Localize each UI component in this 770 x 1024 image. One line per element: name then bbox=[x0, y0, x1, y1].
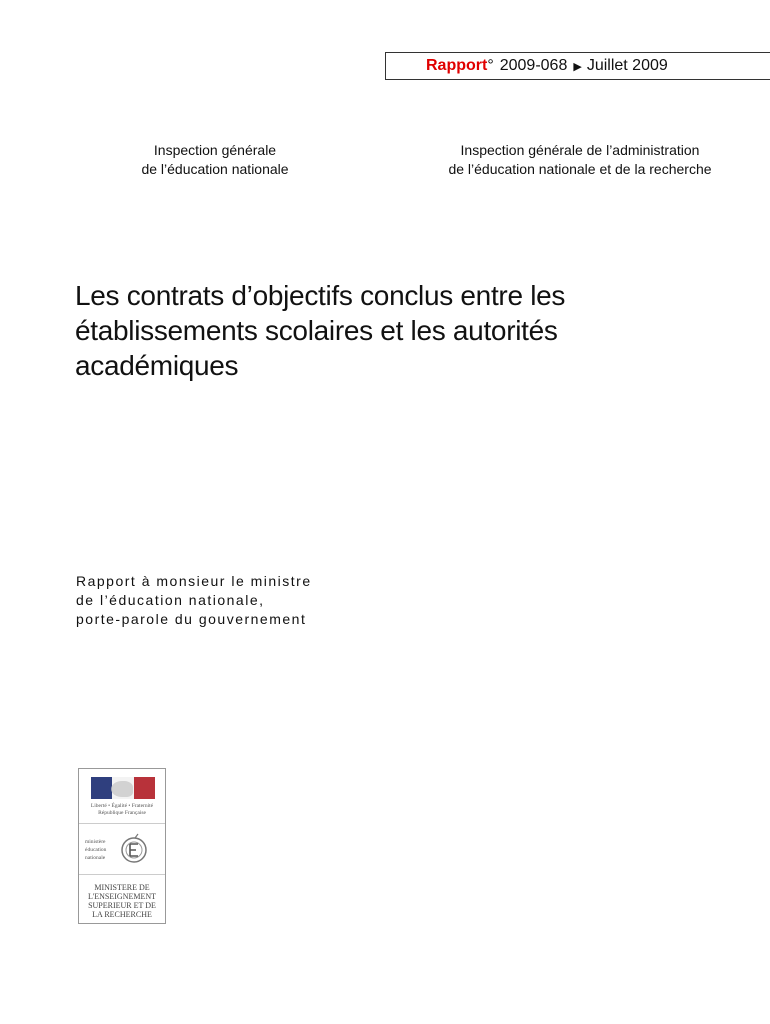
men-logo-text bbox=[85, 838, 106, 862]
report-label: Rapport bbox=[426, 57, 488, 74]
title-line-1: Les contrats d’objectifs conclus entre les bbox=[75, 280, 566, 311]
title-line-2: établissements scolaires et les autorités bbox=[75, 315, 558, 346]
title-line-3: académiques bbox=[75, 350, 239, 381]
rf-motto bbox=[83, 803, 161, 817]
org-igaenr bbox=[420, 141, 740, 179]
report-date: Juillet 2009 bbox=[586, 57, 668, 74]
education-nationale-logo bbox=[79, 824, 165, 875]
addressee-line-1: Rapport à monsieur le ministre bbox=[76, 573, 312, 589]
men-text-line-1: ministère bbox=[85, 839, 106, 845]
report-degree: ° bbox=[487, 57, 494, 74]
mesr-text-line-3: SUPERIEUR ET DE bbox=[88, 901, 156, 910]
enseignement-superieur-logo bbox=[79, 875, 165, 923]
rf-name-line: République Française bbox=[98, 810, 146, 816]
marianne-icon bbox=[111, 781, 133, 797]
org-igaenr-line-2: de l’éducation nationale et de la recherche bbox=[448, 161, 712, 177]
men-text-line-2: éducation bbox=[85, 847, 107, 853]
addressee-line-3: porte-parole du gouvernement bbox=[76, 611, 307, 627]
report-reference-box bbox=[385, 52, 770, 80]
addressee-line-2: de l’éducation nationale, bbox=[76, 592, 265, 608]
republique-francaise-logo bbox=[79, 769, 165, 824]
mesr-text-line-2: L'ENSEIGNEMENT bbox=[87, 892, 157, 901]
triangle-right-icon: ▶ bbox=[573, 60, 582, 73]
men-emblem-icon bbox=[119, 832, 149, 864]
rf-motto-line: Liberté • Égalité • Fraternité bbox=[90, 803, 154, 809]
mesr-logo-text bbox=[81, 883, 163, 919]
org-igen-line-2: de l’éducation nationale bbox=[141, 161, 289, 177]
addressee-block bbox=[76, 572, 312, 629]
men-text-line-3: nationale bbox=[85, 855, 106, 861]
org-igen-line-1: Inspection générale bbox=[153, 142, 277, 158]
ministry-logos bbox=[78, 768, 166, 924]
mesr-text-line-1: MINISTERE DE bbox=[94, 883, 150, 892]
org-igen bbox=[100, 141, 330, 179]
report-number: 2009-068 bbox=[499, 57, 568, 74]
mesr-text-line-4: LA RECHERCHE bbox=[92, 910, 152, 919]
org-igaenr-line-1: Inspection générale de l’administration bbox=[460, 142, 700, 158]
document-title bbox=[75, 278, 635, 383]
